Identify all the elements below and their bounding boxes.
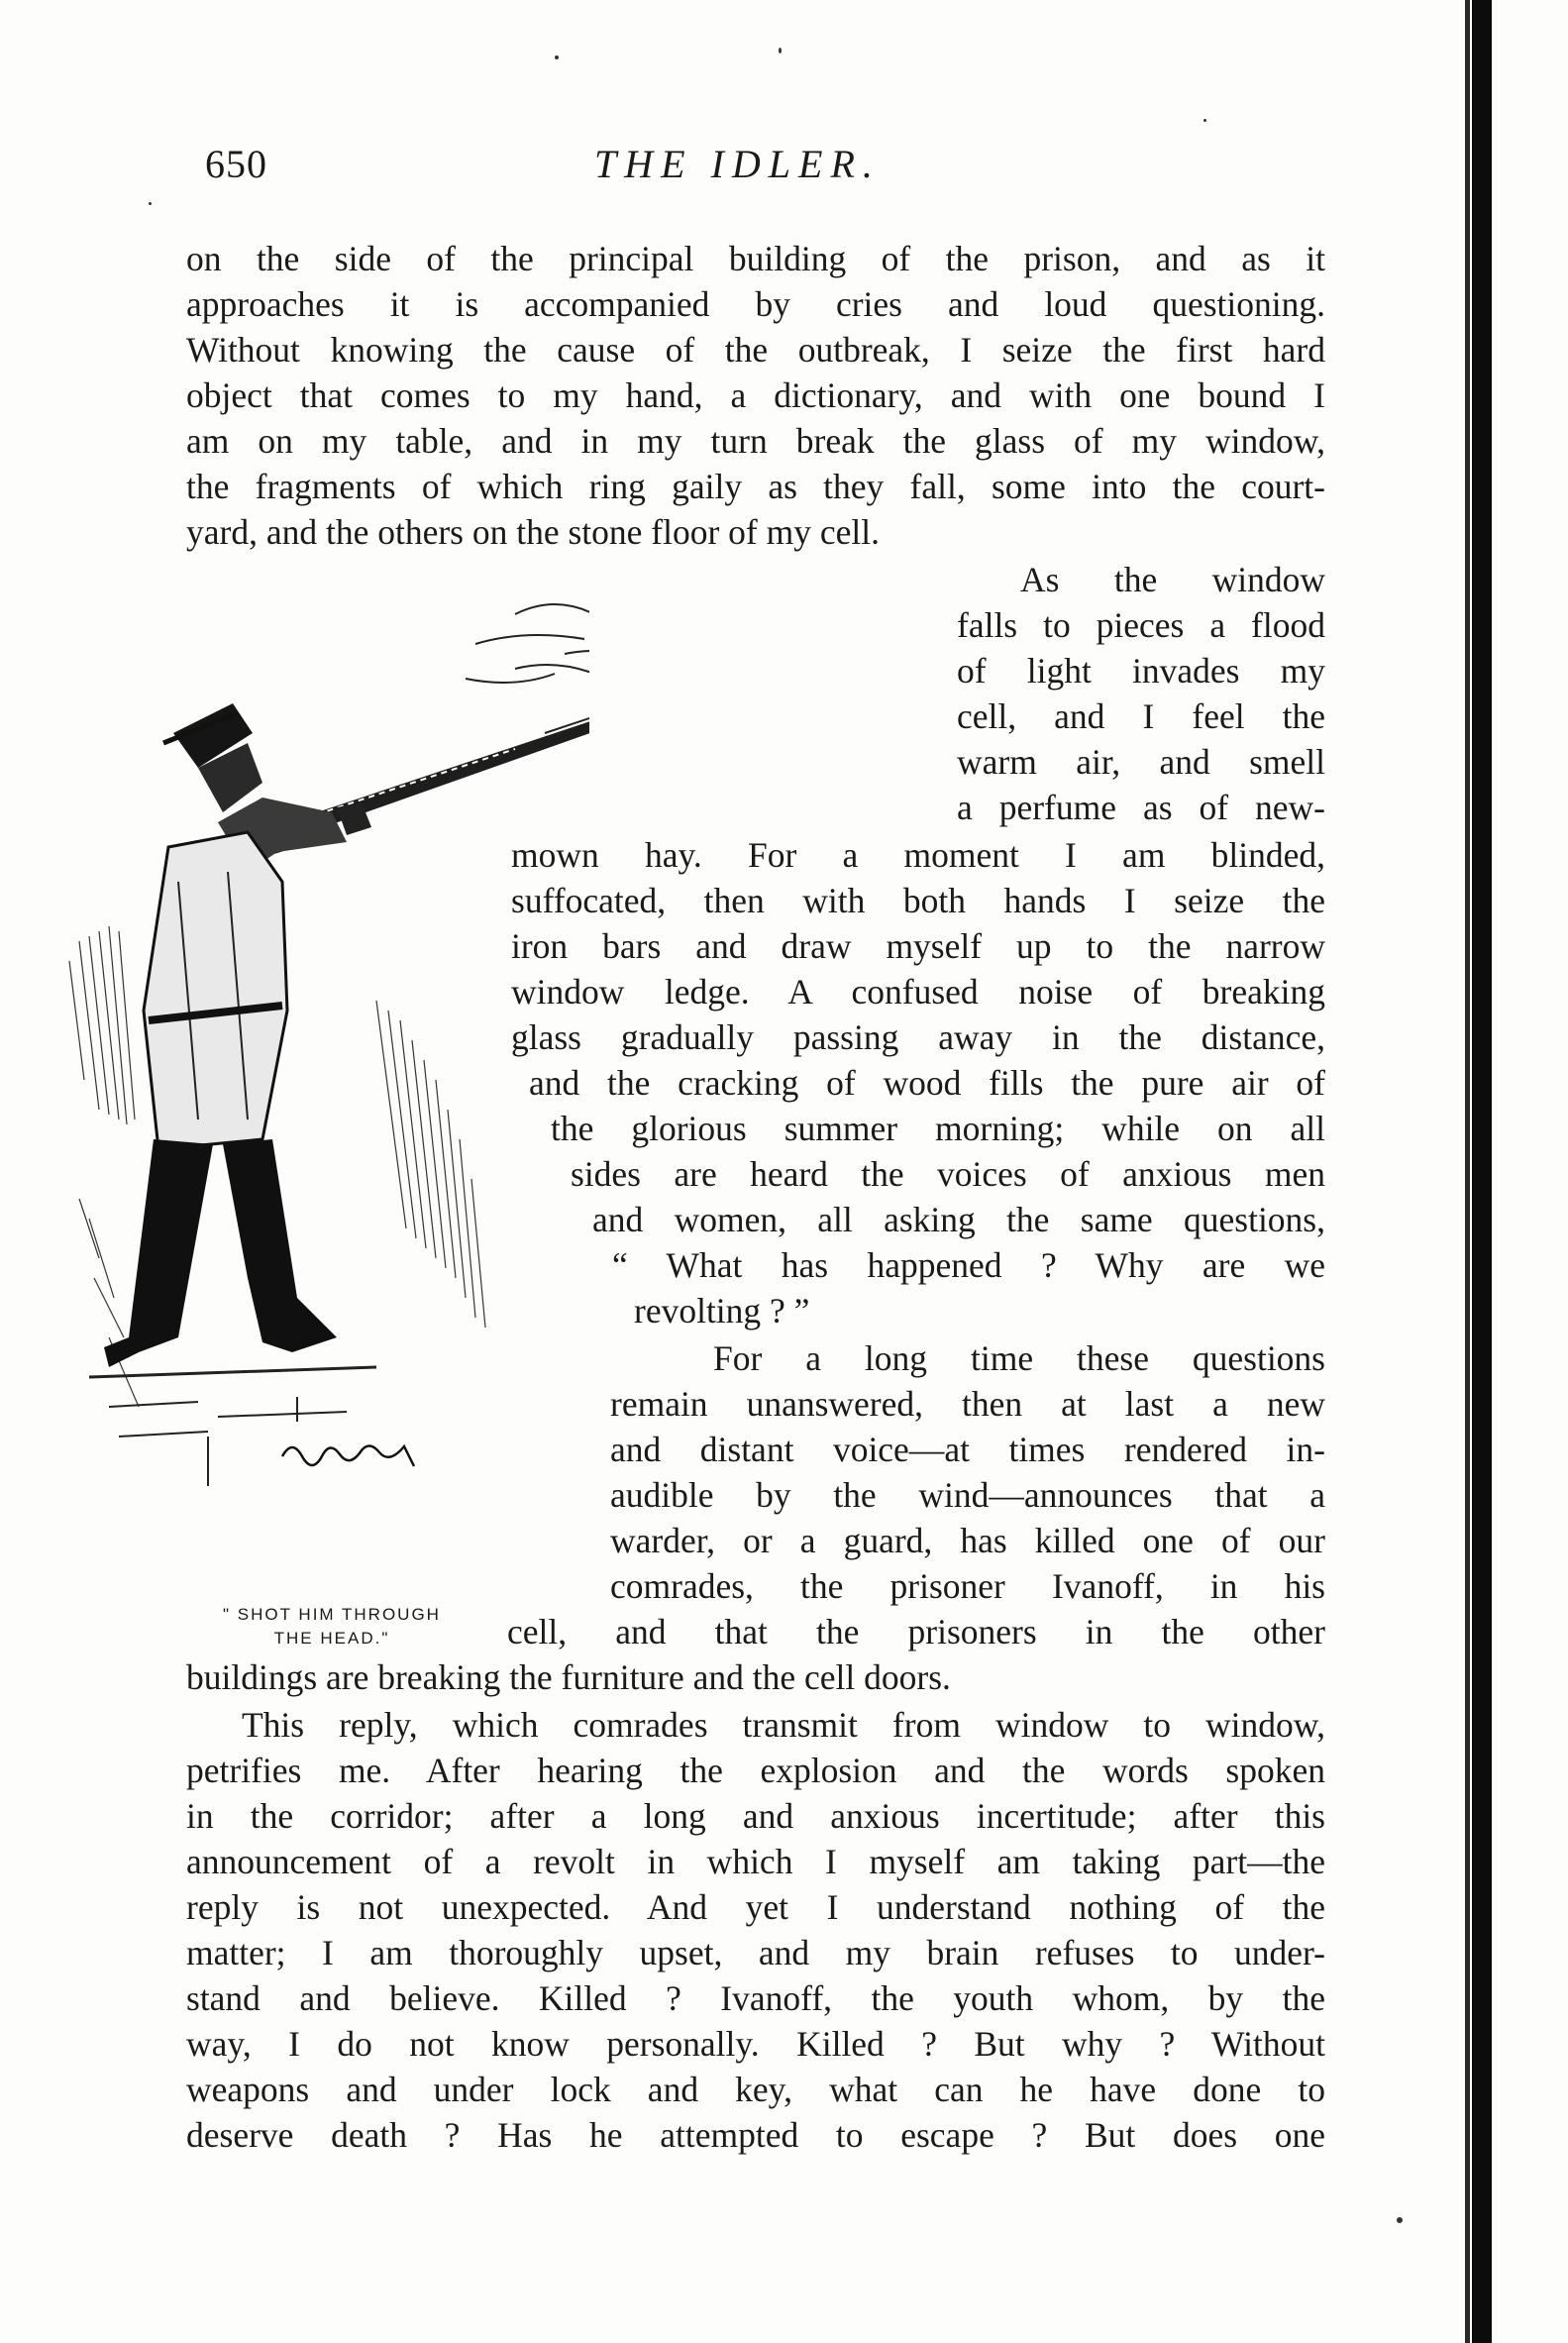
body-line: comrades, the prisoner Ivanoff, in his [610,1566,1325,1606]
body-line: petrifies me. After hearing the explosion and the words spoken [186,1751,1325,1790]
body-line: a perfume as of new- [957,788,1325,827]
running-title: THE IDLER. [594,142,881,186]
print-speck [1397,2217,1403,2223]
body-line: and distant voice—at times rendered in- [610,1430,1325,1469]
body-line: window ledge. A confused noise of breaking [511,972,1325,1012]
body-line: glass gradually passing away in the distance, [511,1017,1325,1057]
body-line: weapons and under lock and key, what can he have done to [186,2070,1325,2109]
body-line: mown hay. For a moment I am blinded, [511,835,1325,875]
body-line: object that comes to my hand, a dictionary, and with one bound I [186,375,1325,415]
body-line: the glorious summer morning; while on all [551,1109,1325,1148]
body-line: announcement of a revolt in which I myself am taking part—the [186,1842,1325,1881]
page-edge-binding [1472,0,1492,2343]
body-line: suffocated, then with both hands I seize the [511,881,1325,920]
body-line: cell, and I feel the [957,696,1325,736]
body-line: sides are heard the voices of anxious men [571,1154,1325,1194]
body-line: way, I do not know personally. Killed ? But why ? Without [186,2024,1325,2064]
print-speck [1203,119,1206,122]
body-line: warder, or a guard, has killed one of our [610,1521,1325,1560]
body-line: falls to pieces a flood [957,605,1325,645]
body-line: buildings are breaking the furniture and the cell doors. [186,1657,951,1697]
body-line: of light invades my [957,651,1325,691]
print-speck [555,55,559,59]
body-line: This reply, which comrades transmit from window to window, [242,1705,1325,1745]
body-line: and women, all asking the same questions, [592,1200,1325,1239]
caption-line: " SHOT HIM THROUGH [223,1605,441,1624]
soldier-rifle-illustration [50,585,589,1595]
body-line: iron bars and draw myself up to the narrow [511,926,1325,966]
body-line: and the cracking of wood fills the pure air of [529,1063,1325,1103]
page-number: 650 [205,142,267,186]
body-line: reply is not unexpected. And yet I understand nothing of the [186,1887,1325,1927]
body-line: deserve death ? Has he attempted to escape ? But does one [186,2115,1325,2155]
body-line: matter; I am thoroughly upset, and my brain refuses to under- [186,1933,1325,1972]
body-line: For a long time these questions [713,1338,1325,1378]
body-line: cell, and that the prisoners in the other [507,1612,1325,1651]
body-line: stand and believe. Killed ? Ivanoff, the youth whom, by the [186,1978,1325,2018]
body-line: “ What has happened ? Why are we [612,1245,1325,1285]
body-line: revolting ? ” [634,1291,810,1331]
body-line: warm air, and smell [957,742,1325,782]
print-speck [149,202,152,205]
page-edge-shadow [1465,0,1470,2343]
print-speck [779,48,782,53]
body-line: audible by the wind—announces that a [610,1475,1325,1515]
body-line: yard, and the others on the stone floor of my cell. [186,512,880,552]
smoke-strokes [466,604,589,733]
body-line: Without knowing the cause of the outbreak, I seize the first hard [186,330,1325,370]
body-line: As the window [1020,560,1325,599]
body-line: on the side of the principal building of the prison, and as it [186,239,1325,278]
running-head [0,141,1568,200]
caption-line: THE HEAD." [273,1629,390,1648]
body-line: in the corridor; after a long and anxious incertitude; after this [186,1796,1325,1836]
figure-caption [168,1603,495,1651]
body-line: approaches it is accompanied by cries and loud questioning. [186,284,1325,324]
body-line: am on my table, and in my turn break the glass of my window, [186,421,1325,461]
body-line: the fragments of which ring gaily as they fall, some into the court- [186,467,1325,506]
artist-signature [282,1445,414,1466]
body-line: remain unanswered, then at last a new [610,1384,1325,1424]
